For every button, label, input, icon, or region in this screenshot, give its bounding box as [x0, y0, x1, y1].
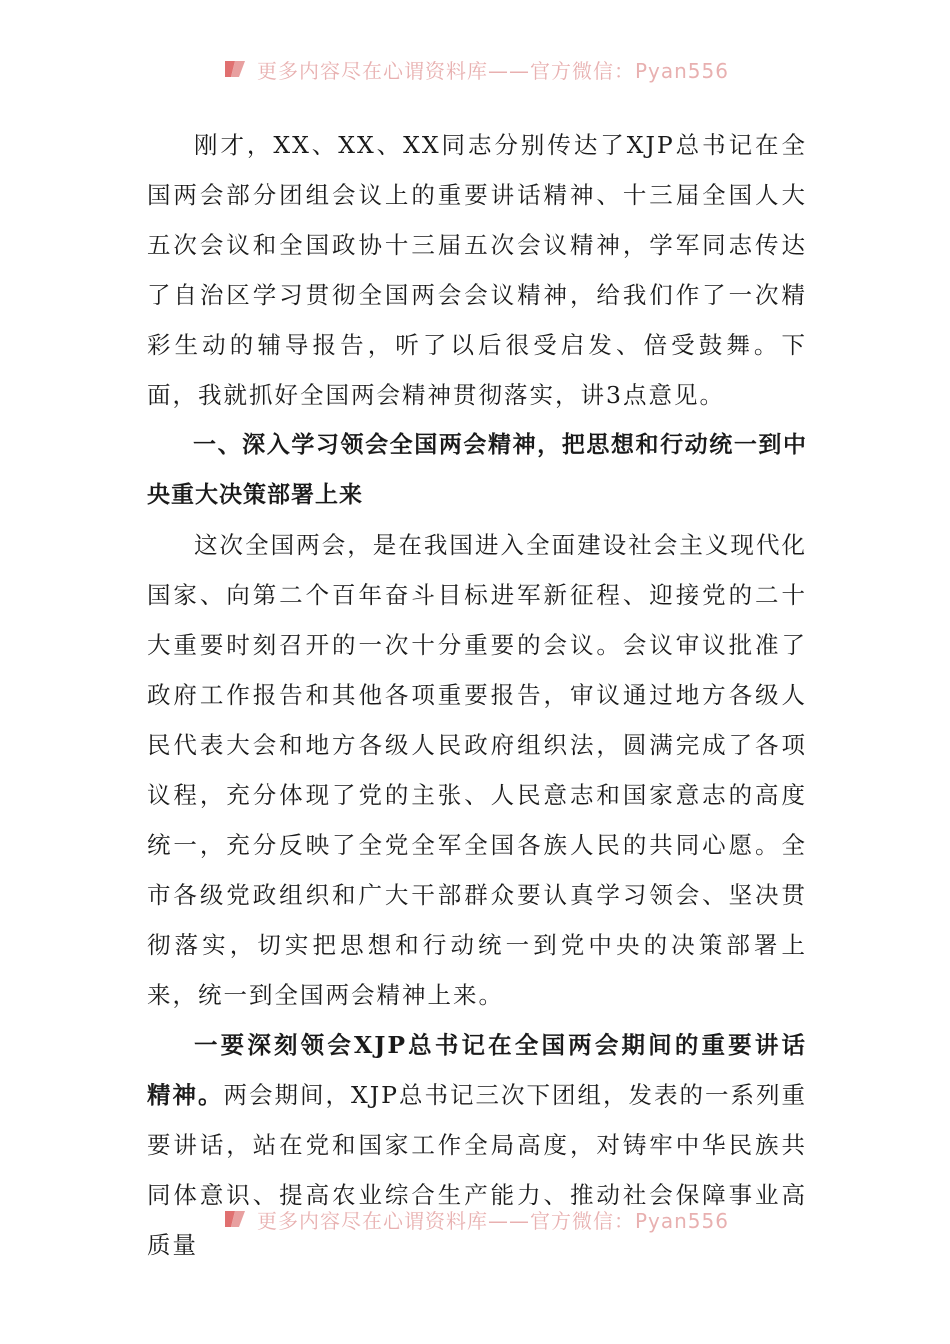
- watermark-text: 更多内容尽在心谓资料库——官方微信：Pyan556: [256, 1208, 729, 1233]
- document-body: [147, 120, 807, 1270]
- watermark-top: [0, 54, 950, 84]
- point1-body: 两会期间，XJP总书记三次下团组，发表的一系列重要讲话，站在党和国家工作全局高度，对铸牢中华民族共同体意识、提高农业综合生产能力、推动社会保障事业高质量: [147, 1081, 808, 1259]
- paragraph-intro: 刚才，XX、XX、XX同志分别传达了XJP总书记在全国两会部分团组会议上的重要讲话精神、十三届全国人大五次会议和全国政协十三届五次会议精神，学军同志传达了自治区学习贯彻全国两会会议精神，给我们作了一次精彩生动的辅导报告，听了以后很受启发、倍受鼓舞。下面，我就抓好全国两会精神贯彻落实，讲3点意见。: [147, 131, 807, 409]
- logo-icon: [221, 57, 249, 81]
- watermark-bottom: [0, 1204, 950, 1234]
- point1-lead: 一要深刻领会XJP总书记在全国两会期间的重要讲话精神。: [147, 1031, 807, 1109]
- logo-icon: [221, 1207, 249, 1231]
- watermark-text: 更多内容尽在心谓资料库——官方微信：Pyan556: [256, 58, 729, 83]
- section-heading-1: 一、深入学习领会全国两会精神，把思想和行动统一到中央重大决策部署上来: [147, 432, 807, 508]
- paragraph-section1: 这次全国两会，是在我国进入全面建设社会主义现代化国家、向第二个百年奋斗目标进军新征程、迎接党的二十大重要时刻召开的一次十分重要的会议。会议审议批准了政府工作报告和其他各项重要报告，审议通过地方各级人民代表大会和地方各级人民政府组织法，圆满完成了各项议程，充分体现了党的主张、人民意志和国家意志的高度统一，充分反映了全党全军全国各族人民的共同心愿。全市各级党政组织和广大干部群众要认真学习领会、坚决贯彻落实，切实把思想和行动统一到党中央的决策部署上来，统一到全国两会精神上来。: [147, 531, 807, 1009]
